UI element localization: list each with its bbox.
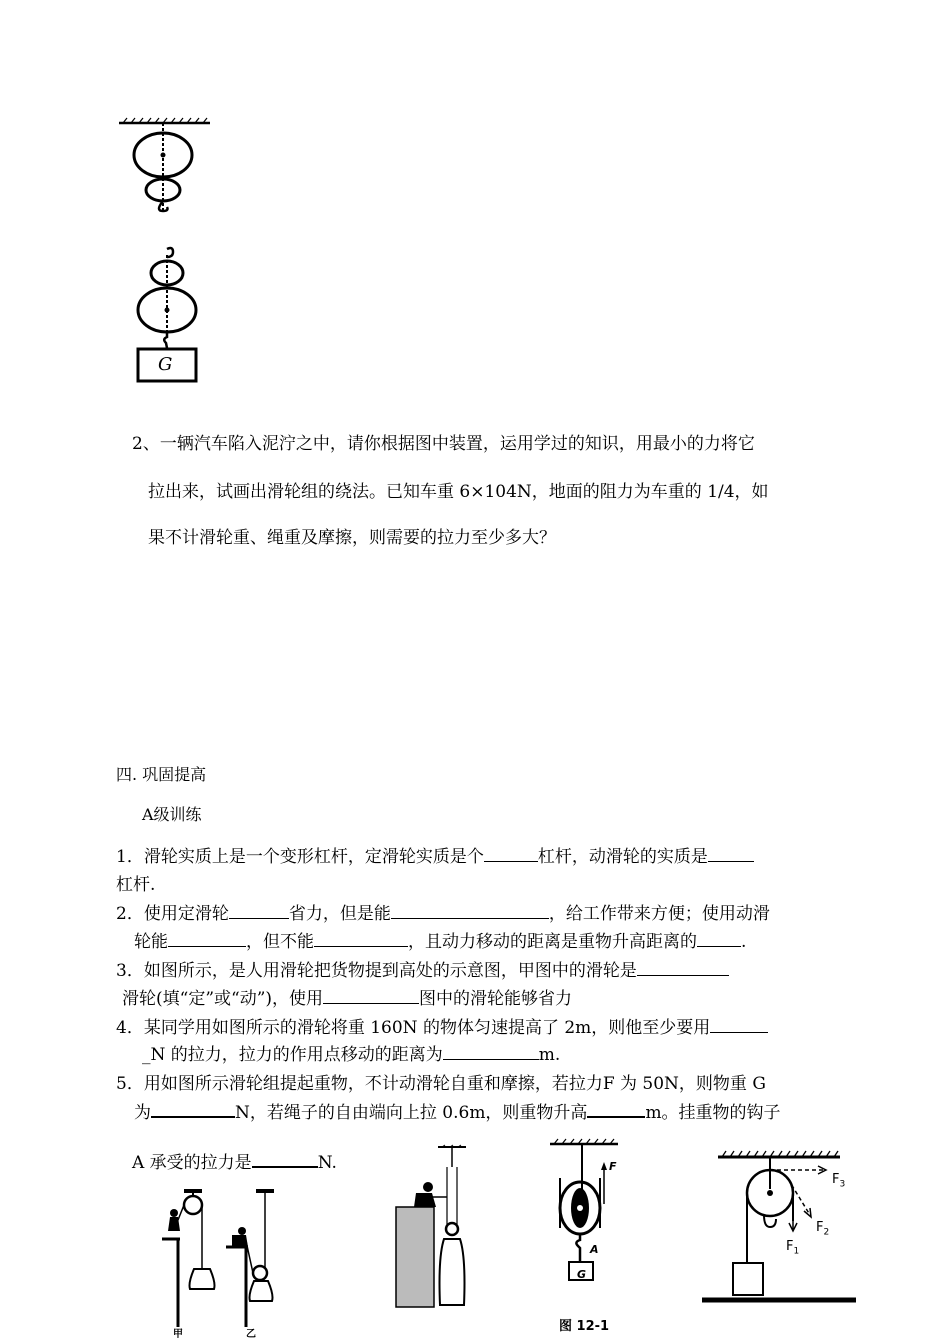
question-2-line-1 (116, 902, 770, 926)
q1-text-b: 杠杆，动滑轮的实质是 (537, 847, 708, 867)
q3-text-c: 图中的滑轮能够省力 (419, 989, 573, 1009)
q2-blank-5[interactable] (697, 930, 741, 947)
f3-subscript: 3 (839, 1179, 846, 1190)
problem-2-line-2: 拉出来，试画出滑轮组的绕法。已知车重 6×104N，地面的阻力为车重的 1/4，如 (148, 482, 769, 502)
f3-letter: F (832, 1172, 840, 1187)
figure-caption: 图 12-1 (559, 1319, 610, 1334)
q1-blank-2[interactable] (708, 845, 754, 862)
label-weight-g: G (577, 1268, 587, 1281)
q1-text-a: 1．滑轮实质上是一个变形杠杆，定滑轮实质是个 (116, 847, 484, 867)
q5-text-b: 为 (134, 1103, 151, 1123)
question-1-line-1 (116, 845, 754, 869)
label-f2 (816, 1220, 829, 1238)
figure-forces-f1-f2-f3 (700, 1145, 860, 1305)
q2-text-f: ，且动力移动的距离是重物升高距离的 (408, 932, 697, 952)
q5-text-c: N，若绳子的自由端向上拉 0.6m，则重物升高 (235, 1103, 588, 1123)
figure-tower-pulley (390, 1145, 480, 1310)
q3-blank-2[interactable] (323, 987, 419, 1004)
section-title: 四. 巩固提高 (116, 765, 207, 784)
question-1-line-2: 杠杆. (116, 875, 156, 895)
q5-blank-2[interactable] (587, 1100, 645, 1118)
q2-blank-1[interactable] (229, 902, 289, 919)
q2-text-c: ，给工作带来方便；使用动滑 (548, 904, 770, 924)
q2-text-a: 2．使用定滑轮 (116, 904, 229, 924)
q3-text-b: 滑轮(填“定”或“动”)，使用 (122, 989, 324, 1009)
q3-text-a: 3．如图所示，是人用滑轮把货物提到高处的示意图，甲图中的滑轮是 (116, 961, 637, 981)
q2-blank-2[interactable] (391, 902, 549, 919)
label-jia: 甲 (173, 1329, 183, 1340)
label-yi: 乙 (246, 1329, 256, 1340)
problem-2-line-3: 果不计滑轮重、绳重及摩擦，则需要的拉力至少多大？ (148, 528, 556, 548)
q4-blank-2[interactable] (443, 1043, 539, 1060)
question-3-line-1 (116, 959, 729, 983)
figure-jia-yi-pulleys (158, 1185, 288, 1330)
q4-text-b: _N 的拉力，拉力的作用点移动的距离为 (142, 1045, 443, 1065)
q2-blank-3[interactable] (168, 930, 246, 947)
question-4-line-1 (116, 1016, 768, 1040)
label-f1 (786, 1239, 799, 1257)
f1-letter: F (786, 1239, 794, 1254)
q2-text-b: 省力，但是能 (288, 904, 391, 924)
question-4-line-2 (142, 1043, 560, 1067)
q4-text-a: 4．某同学用如图所示的滑轮将重 160N 的物体匀速提高了 2m，则他至少要用 (116, 1018, 711, 1038)
label-f3 (832, 1172, 845, 1190)
q5-text-d: m。挂重物的钩子 (645, 1103, 781, 1123)
q5-text-f: N. (317, 1153, 337, 1173)
q2-text-e: ，但不能 (246, 932, 314, 952)
q5-text-e: A 承受的拉力是 (132, 1153, 252, 1173)
f1-subscript: 1 (793, 1246, 800, 1257)
question-5-line-3 (132, 1150, 337, 1175)
question-2-line-2 (134, 930, 746, 954)
section-subtitle: A级训练 (142, 805, 202, 824)
question-5-line-1: 5．用如图所示滑轮组提起重物，不计动滑轮自重和摩擦，若拉力F 为 50N，则物重 G (116, 1074, 766, 1094)
q2-text-g: . (741, 932, 747, 952)
q5-blank-1[interactable] (151, 1100, 235, 1118)
f2-letter: F (816, 1220, 824, 1235)
q4-blank-1[interactable] (710, 1016, 768, 1033)
weight-label-g: G (158, 354, 173, 375)
problem-2-line-1: 2、一辆汽车陷入泥泞之中，请你根据图中装置，运用学过的知识，用最小的力将它 (132, 434, 755, 454)
pulley-block-diagram-1 (115, 115, 225, 220)
q3-blank-1[interactable] (637, 959, 729, 976)
label-force-f: F (609, 1160, 617, 1173)
label-hook-a: A (590, 1243, 599, 1256)
question-3-line-2 (122, 987, 572, 1011)
q1-blank-1[interactable] (484, 845, 538, 862)
q2-text-d: 轮能 (134, 932, 168, 952)
q4-text-c: m. (538, 1045, 561, 1065)
q2-blank-4[interactable] (314, 930, 408, 947)
q5-blank-3[interactable] (252, 1150, 318, 1168)
question-5-line-2 (134, 1100, 781, 1125)
f2-subscript: 2 (823, 1227, 830, 1238)
